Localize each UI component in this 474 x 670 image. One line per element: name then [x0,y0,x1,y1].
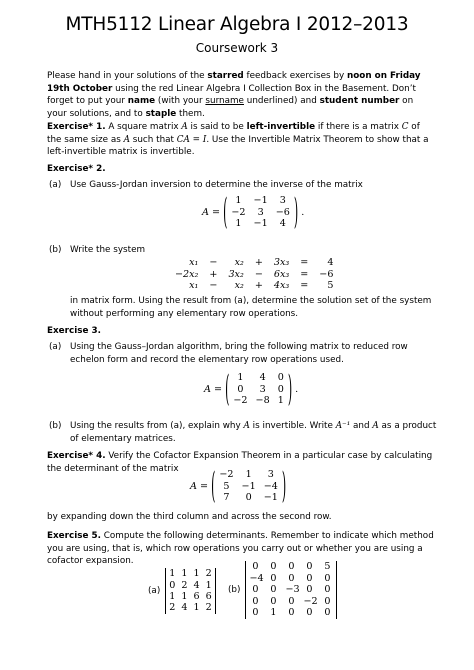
determinant-a [148,568,216,614]
system-term: x₂ [234,280,244,291]
part-text: Using the Gauss–Jordan algorithm, bring the following matrix to reduced row echelon form and record the elementary row operations used. [70,342,408,365]
intro-text: underlined) and [243,96,320,106]
part-text: Write the system [70,245,146,255]
exercise-text: if there is a matrix [315,122,402,132]
exercise-text: of the same size as [47,122,420,145]
matrix-entry: 0 [324,584,331,596]
matrix-entry: 0 [306,572,313,584]
system-operator: = [300,257,309,268]
system-operator: = [300,268,309,280]
system-term: 4x₃ [273,280,290,291]
intro-text: feedback exercises by [243,71,347,81]
matrix-entry: 2 [181,579,188,591]
matrix-4 [215,469,281,504]
matrix-entry: 0 [270,561,277,573]
matrix-entry: 1 [193,568,200,580]
intro-bold: starred [207,71,244,81]
matrix-entry: −3 [285,584,300,596]
matrix-entry: 0 [245,492,252,503]
system-operator: − [209,280,218,291]
part-text-fragment: and [350,421,373,431]
matrix-entry: 1 [193,602,200,614]
exercise-text: such that [129,134,177,145]
intro-bold: name [127,96,156,106]
matrix-lhs: A = [202,206,221,218]
part-text-fragment: Using the results from (a), explain why [70,421,244,431]
matrix-entry: 3 [279,195,286,206]
system-term: 4 [327,257,334,268]
matrix-entry: 3 [267,469,274,480]
matrix-entry: 4 [279,218,286,229]
math-expression: A⁻¹ [335,421,351,431]
matrix-entry: 0 [288,607,295,619]
right-paren: ) [287,368,293,411]
matrix-entry: 2 [205,568,212,580]
math-symbol: A [181,122,188,132]
math-symbol: A [123,134,130,145]
math-symbol: A [372,421,379,431]
intro-bold: staple [145,108,177,119]
system-term: −6 [319,268,334,280]
system-term: x₁ [189,257,199,268]
matrix-entry: 1 [277,395,284,406]
system-term: 5 [327,280,334,291]
matrix-entry: 0 [306,584,313,596]
exercise-4-label: Exercise* 4. [47,451,106,461]
linear-system [170,257,338,292]
matrix-entry: 0 [288,561,295,573]
matrix-entry: 2 [205,602,212,614]
matrix-entry: 0 [270,595,277,607]
system-term: 6x₃ [273,268,290,280]
system-row [170,257,338,269]
math-symbol: C [401,122,409,132]
matrix-equation-3a [204,368,299,411]
matrix-entry: 2 [169,602,176,614]
matrix-entry: 0 [252,595,259,607]
exercise-5-label: Exercise 5. [47,531,101,541]
matrix-entry: −4 [263,480,278,492]
matrix-entry: 4 [193,579,200,591]
matrix-entry: −2 [233,395,248,406]
matrix-entry: 0 [277,383,284,395]
deadline: noon on Friday 19th October [47,71,421,94]
left-paren: ( [225,368,230,411]
intro-text: them. [176,108,205,119]
matrix-entry: −1 [241,480,256,492]
matrix-entry: 0 [288,595,295,607]
part-text: Use Gauss-Jordan inversion to determine the inverse of the matrix [70,180,363,190]
intro-bold: student number [319,96,400,106]
system-operator: − [254,268,263,280]
matrix-entry: 6 [205,591,212,602]
matrix-entry: 0 [270,572,277,584]
part-label: (a) [49,180,62,190]
matrix-entry: 0 [324,572,331,584]
matrix-entry: 0 [270,584,277,596]
matrix-entry: 0 [252,561,259,573]
matrix-lhs: A = [204,383,223,395]
matrix-entry: 0 [324,595,331,607]
right-paren: ) [281,465,287,508]
matrix-entry: 6 [193,591,200,602]
system-term: −2x₂ [175,268,199,280]
part-label: (b) [49,245,62,255]
system-row [170,269,338,281]
matrix-2a [227,195,293,230]
intro-text: on your solutions, and to [47,96,414,119]
punctuation: . [301,206,305,218]
system-operator: + [254,257,263,268]
matrix-entry: 1 [245,469,252,480]
matrix-entry: 3 [257,206,264,218]
part-label: (a) [49,342,62,352]
det-bar-right [215,568,216,614]
matrix-entry: 7 [223,492,230,503]
exercise-3-heading: Exercise 3. [47,326,101,336]
matrix-entry: 1 [169,568,176,580]
part-label: (b) [228,585,241,595]
math-expression: CA = I [176,134,207,145]
intro-text: Please hand in your solutions of the [47,71,208,81]
matrix-entry: −1 [263,492,278,503]
punctuation: . [295,383,299,395]
matrix-entry: 0 [252,607,259,619]
system-operator: + [254,280,263,291]
matrix-entry: 1 [205,579,212,591]
matrix-entry: 1 [270,607,277,619]
exercise-text: . Use the Invertible Matrix Theorem to show that a left-invertible matrix is invertible. [47,134,429,157]
part-text-fragment: as a product of elementary matrices. [70,421,437,444]
left-paren: ( [211,465,216,508]
exercise-text: is said to be [187,122,247,132]
matrix-entry: 1 [235,218,242,229]
matrix-entry: 1 [237,372,244,383]
system-operator: + [209,268,218,280]
exercise-2b-after: in matrix form. Using the result from (a), determine the solution set of the system without performing any elementary row operations. [70,296,432,319]
matrix-entry: 5 [324,561,331,573]
matrix-entry: 0 [288,572,295,584]
system-term: 3x₃ [273,257,290,268]
matrix-entry: −1 [253,195,268,206]
intro-text: using the red Linear Algebra I Collection Box in the Basement. Don’t forget to put your [47,83,417,106]
part-label: (a) [148,586,161,596]
determinant-b-grid [246,561,336,618]
system-operator: − [209,257,218,268]
matrix-entry: 4 [259,372,266,383]
part-text-fragment: is invertible. Write [249,421,336,431]
det-bar-right [336,561,337,619]
right-paren: ) [293,191,299,234]
intro-underlined: surname [205,96,244,106]
system-table [170,257,338,292]
exercise-4-after: by expanding down the third column and across the second row. [47,512,332,522]
determinant-b [228,561,337,619]
part-text [70,420,437,445]
matrix-entry: 0 [252,584,259,596]
system-term: x₂ [234,257,244,268]
matrix-equation-2a [202,191,305,234]
matrix-entry: 5 [223,480,230,492]
matrix-entry: −2 [219,469,234,480]
left-paren: ( [223,191,228,234]
matrix-entry: 1 [181,568,188,580]
matrix-entry: −2 [231,206,246,218]
page-title: MTH5112 Linear Algebra I 2012–2013 [65,14,409,35]
matrix-entry: −6 [275,206,290,218]
math-symbol: A [243,421,250,431]
determinant-a-grid [166,568,214,614]
matrix-entry: −1 [253,218,268,229]
exercise-2-label [47,163,435,176]
intro-text: (with your [155,96,206,106]
exercise-2-heading: Exercise* 2. [47,164,106,174]
exercise-text: Compute the following determinants. Remember to indicate which method you are using, that is, which row operations you carry out or whether you are using a cofactor expansion. [47,531,434,566]
page-subtitle: Coursework 3 [195,41,279,55]
exercise-text: Verify the Cofactor Expansion Theorem in a particular case by calculating the determinant of the matrix [47,451,433,474]
system-operator: = [300,280,309,291]
matrix-entry: 0 [306,561,313,573]
exercise-3-label [47,325,435,338]
exercise-bold: left-invertible [246,122,316,132]
matrix-entry: 0 [306,607,313,619]
matrix-entry: 1 [169,591,176,602]
matrix-entry: 0 [277,372,284,383]
matrix-lhs: A = [190,480,209,492]
matrix-entry: 1 [235,195,242,206]
exercise-1-label: Exercise* 1. [47,122,106,132]
exercise-1 [47,121,435,159]
system-row [170,280,338,292]
matrix-entry: 0 [169,579,176,591]
matrix-entry: 3 [259,383,266,395]
matrix-3a [229,372,287,407]
part-label: (b) [49,421,62,431]
exercise-text: A square matrix [105,122,182,132]
matrix-entry: −8 [255,395,270,406]
system-term: x₁ [189,280,199,291]
matrix-entry: 0 [237,383,244,395]
matrix-entry: 1 [181,591,188,602]
matrix-entry: 4 [181,602,188,614]
matrix-entry: 0 [324,607,331,619]
matrix-equation-4 [190,465,287,508]
matrix-entry: −2 [303,595,318,607]
matrix-entry: −4 [249,572,264,584]
intro-paragraph [47,70,435,120]
system-term: 3x₂ [228,268,244,280]
